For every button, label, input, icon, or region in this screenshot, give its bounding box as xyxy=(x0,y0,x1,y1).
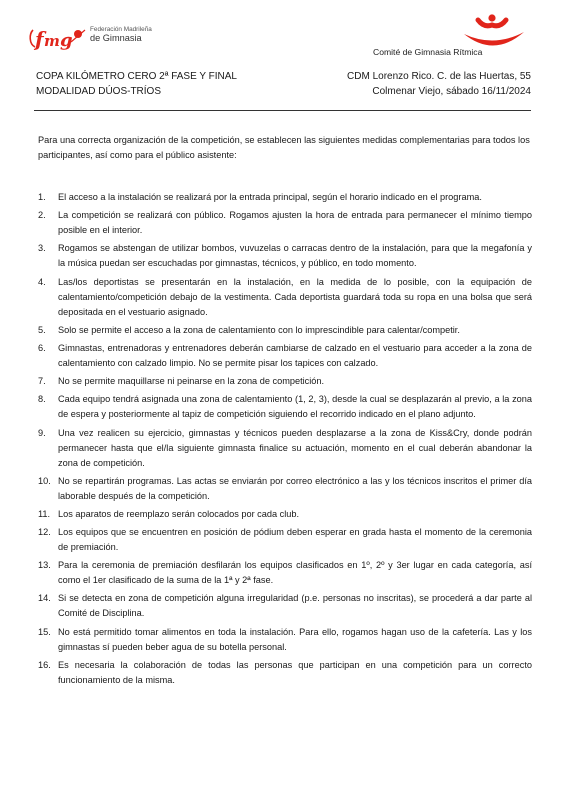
rule-number: 1. xyxy=(38,192,46,202)
committee-name: Comité de Gimnasia Rítmica xyxy=(373,47,483,57)
rule-number: 10. xyxy=(38,475,51,486)
rule-text: El acceso a la instalación se realizará por la entrada principal, según el horario indicado en el programa. xyxy=(58,192,482,202)
rule-number: 2. xyxy=(38,210,46,221)
rule-item xyxy=(38,374,532,389)
rule-number: 3. xyxy=(38,243,46,254)
rule-item xyxy=(38,392,532,422)
rule-number: 4. xyxy=(38,276,46,287)
rule-number: 16. xyxy=(38,659,51,670)
federation-name-line2: de Gimnasia xyxy=(90,32,142,43)
rule-item xyxy=(38,507,532,522)
rule-item xyxy=(38,525,532,555)
rule-text: No se permite maquillarse ni peinarse en la zona de competición. xyxy=(58,376,325,387)
event-title-line2: MODALIDAD DÚOS-TRÍOS xyxy=(36,85,162,97)
rule-text: Las/los deportistas se presentarán en la instalación, en la medida de lo posible, con la equipación de calentamiento/competición debajo de la vestimenta. Cada deportista guardará toda su ropa en una bolsa que será depositada en el vestuario asignado. xyxy=(58,276,532,317)
rule-item xyxy=(38,341,532,371)
svg-text:g: g xyxy=(60,30,73,51)
federation-name xyxy=(90,27,152,43)
fmg-logo-icon xyxy=(27,22,87,54)
event-venue-line1: CDM Lorenzo Rico. C. de las Huertas, 55 xyxy=(347,71,531,82)
rule-number: 11. xyxy=(38,508,51,519)
rule-text: Gimnastas, entrenadoras y entrenadores deberán cambiarse de calzado en el vestuario para acceder a la zona de calentamiento con calzado limpio. No se permite pisar los tapices con calzado. xyxy=(58,342,532,368)
svg-text:m: m xyxy=(44,32,60,50)
rule-item xyxy=(38,558,532,588)
rule-number: 6. xyxy=(38,342,46,353)
rule-item xyxy=(38,275,532,320)
rule-item xyxy=(38,591,532,621)
rule-text: Para la ceremonia de premiación desfilarán los equipos clasificados en 1º, 2º y 3er lugar en cada categoría, así como el 1er clasificado de la suma de la 1ª y 2ª fase. xyxy=(58,560,532,586)
rule-number: 14. xyxy=(38,593,51,604)
rule-text: Solo se permite el acceso a la zona de calentamiento con lo imprescindible para calentar/competir. xyxy=(58,324,460,335)
rule-item xyxy=(38,625,532,655)
rule-number: 5. xyxy=(38,324,46,335)
svg-text:f: f xyxy=(35,27,44,51)
rule-item xyxy=(38,190,532,205)
rule-number: 8. xyxy=(38,394,46,405)
rule-item xyxy=(38,474,532,504)
rule-text: Rogamos se abstengan de utilizar bombos, vuvuzelas o carracas dentro de la instalación, para que la megafonía y la música puedan ser escuchadas por gimnastas, técnicos, y público, en todo momento. xyxy=(58,243,532,269)
rule-text: No está permitido tomar alimentos en toda la instalación. Para ello, rogamos hagan uso de la cafetería. Las y los gimnastas sí pueden beber agua de su botella personal. xyxy=(58,626,532,652)
rule-number: 7. xyxy=(38,376,46,387)
federation-name-line1: Federación Madrileña xyxy=(90,26,152,33)
rule-text: Cada equipo tendrá asignada una zona de calentamiento (1, 2, 3), desde la cual se desplazarán al previo, a la zona de espera y posteriormente al tapiz de competición siguiendo el recorrido indicado en el plano adjunto. xyxy=(58,394,532,420)
intro-paragraph: Para una correcta organización de la competición, se establecen las siguientes medidas complementarias para todos los participantes, así como para el público asistente: xyxy=(38,135,530,160)
rule-text: No se repartirán programas. Las actas se enviarán por correo electrónico a las y los técnicos inscritos el primer día laborable después de la competición. xyxy=(58,475,532,501)
event-venue-line2: Colmenar Viejo, sábado 16/11/2024 xyxy=(372,85,531,97)
event-title-line1: COPA KILÓMETRO CERO 2ª FASE Y FINAL xyxy=(36,71,237,82)
rules-list xyxy=(38,190,532,691)
rule-text: Una vez realicen su ejercicio, gimnastas y técnicos pueden desplazarse a la zona de Kiss&Cry, donde podrán permanecer hasta que el/la siguiente gimnasta finalice su actuación, momento en el cual deberán abandonar la zona de competición. xyxy=(58,427,532,468)
rule-number: 9. xyxy=(38,427,46,438)
rule-text: Si se detecta en zona de competición alguna irregularidad (p.e. personas no inscritas), se procederá a dar parte al Comité de Disciplina. xyxy=(58,593,532,619)
rule-text: Los equipos que se encuentren en posición de pódium deben esperar en grada hasta el momento de la ceremonia de premiación. xyxy=(58,527,532,553)
header-divider xyxy=(34,110,531,111)
event-title xyxy=(36,70,237,99)
rule-text: La competición se realizará con público. Rogamos ajusten la hora de entrada para permanecer el mínimo tiempo posible en el interior. xyxy=(58,210,532,236)
rule-text: Es necesaria la colaboración de todas las personas que participan en una competición para un correcto funcionamiento de la misma. xyxy=(58,659,532,685)
rule-item xyxy=(38,208,532,238)
rule-number: 12. xyxy=(38,527,51,538)
event-venue xyxy=(347,70,531,99)
rule-item xyxy=(38,426,532,471)
rule-number: 15. xyxy=(38,626,51,637)
rule-text: Los aparatos de reemplazo serán colocados por cada club. xyxy=(58,508,300,519)
rule-item xyxy=(38,658,532,688)
rule-item xyxy=(38,323,532,338)
rule-number: 13. xyxy=(38,560,51,571)
rule-item xyxy=(38,241,532,271)
